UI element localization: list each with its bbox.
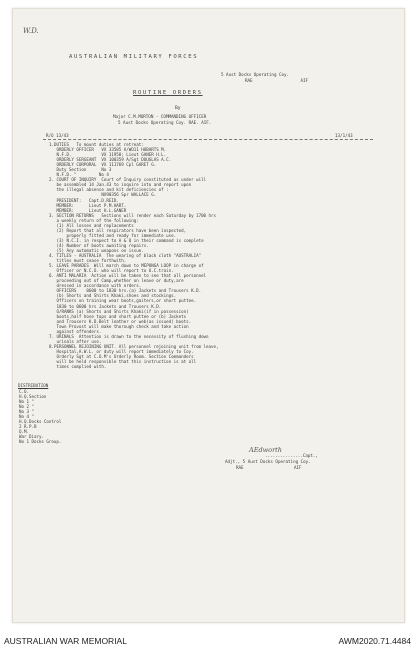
order-line: 6. ANTI MALARIA Action will be taken to see that all personnel	[49, 273, 207, 279]
order-line: boots,half hose tops and short puttee or (b) Jackets	[49, 313, 187, 319]
order-line: dressed in accordance with orders.	[49, 283, 142, 289]
order-line: 1.DUTIES To mount duties at retreat:	[49, 142, 144, 147]
order-line: Officer or N.C.O. who will report to O.C.train.	[49, 268, 174, 274]
order-line: and Trousers K.D.Belt leather or web(as issued) boots.	[49, 318, 192, 324]
order-line: 4. TITLES - AUSTRALIA The wearing of black cloth "AUSTRALIA"	[49, 253, 202, 259]
signature: AEdworth	[249, 446, 282, 454]
sign-block-line-2: Adjt., 5 Aust Docks Operating Coy.	[225, 459, 311, 464]
distribution-item: C.O.	[19, 389, 29, 394]
distribution-item: No 1 Docks Group.	[19, 439, 62, 445]
order-line: MEMBER: Lieut H.L.GANER	[49, 207, 127, 213]
order-line: NX90356 Spr WALLACE G.	[49, 192, 157, 198]
order-line: 2. COURT OF INQUIRY Court of Inquiry constituted as under will	[49, 177, 207, 183]
footer-bar	[0, 630, 417, 653]
order-line: properly fitted and ready for immediate use.	[49, 232, 177, 238]
order-line: Hospital,A.W.L. or duty will report immediately to Coy.	[49, 348, 194, 354]
order-line: a weekly return of the following:	[49, 217, 139, 223]
distribution-item: No 4 "	[19, 414, 34, 420]
distribution-item: No 3 "	[19, 409, 34, 415]
order-line: proceeding out of Camp,whether on leave or duty,are	[49, 278, 184, 284]
order-line: 8.PERSONNEL REJOINING UNIT. All personnel rejoining unit from leave,	[49, 343, 219, 349]
divider-line	[43, 139, 373, 140]
order-line: (4) Number of boots awaiting repairs.	[49, 242, 149, 248]
order-reference: R/O 13/43	[46, 133, 69, 138]
order-line: ORDERLY OFFICER VX 33585 A/WO11 HOBARTS M.	[49, 147, 167, 153]
order-date: 13/1/43	[335, 133, 353, 138]
order-line: 1830 to 0600 hrs Jackets and Trousers K.D.	[49, 303, 162, 309]
order-line: ORDERLY SERGEANT VX 100359 A/Sgt DOUGLAS A.C.	[49, 157, 172, 163]
order-line: (1) All losses and replacements	[49, 222, 134, 228]
order-line: OFFICERS 0600 to 1830 hrs.(a) Jackets and Trousers K.D.	[49, 288, 202, 294]
unit-line-1: 5 Aust Docks Operating Coy.	[221, 72, 290, 77]
document-page	[12, 8, 405, 623]
handwritten-initials: W.D.	[23, 27, 39, 35]
distribution-title: DISTRIBUTION	[18, 383, 49, 388]
by-label: By	[175, 106, 181, 111]
order-line: ORDERLY CORPORAL VX 111769 Cpl GARET G.	[49, 162, 157, 168]
document-heading: AUSTRALIAN MILITARY FORCES	[69, 54, 199, 60]
order-line: (3) N.C.I. in respect to A & Q in their command is complete	[49, 237, 204, 243]
order-line: (2) Report that all respirators have been inspected,	[49, 227, 187, 233]
unit-line-2: RAE AIF	[245, 78, 309, 83]
distribution-item: No 2 "	[19, 404, 34, 410]
distribution-item: 2 R.P.B	[19, 424, 37, 430]
distribution-item: H.Q.Docks Control	[19, 419, 62, 425]
order-line: urinals after use.	[49, 338, 102, 344]
distribution-list	[19, 389, 61, 445]
order-line: Orderly Sgt at C.O.M's Orderly Room. Section Commanders	[49, 353, 194, 359]
order-line: against offenders.	[49, 328, 102, 334]
distribution-item: H.Q.Section	[19, 394, 47, 400]
distribution-item: Q.M.	[19, 429, 29, 435]
orders-body	[49, 142, 219, 369]
order-line: 5. LEAVE PARADES Will march down to MEPONGA LOOP in charge of	[49, 263, 204, 269]
footer-institution: AUSTRALIAN WAR MEMORIAL	[4, 636, 127, 646]
order-line: N.F.D. VX 11958; Lieut GANER H.L.	[49, 152, 167, 158]
distribution-item: No 1 "	[19, 399, 34, 405]
order-line: Town Provost will make thorough check and take action	[49, 323, 189, 329]
commander-line-1: Major C.M.MORTON - COMMANDING OFFICER	[113, 114, 207, 119]
order-line: (5) Any automatic weapons on issue.	[49, 247, 144, 253]
footer-accession: AWM2020.71.4484	[338, 636, 411, 646]
document-title: ROUTINE ORDERS	[133, 90, 203, 96]
order-line: Officers on training wear boots,gaiters,or short puttee.	[49, 298, 197, 304]
order-line: will be held responsible that this instruction is at all	[49, 359, 197, 365]
sign-block-line-1: ...............Capt.,	[265, 453, 318, 458]
order-line: Duty Section No 3	[49, 167, 112, 173]
order-line: MEMBER: Lieut P.M.HART.	[49, 202, 127, 208]
order-line: the illegal absence and kit deficiencies of :	[49, 187, 169, 193]
order-line: PRESIDENT: Capt.D.REID.	[49, 197, 119, 203]
sign-block-line-3: RAE AIF	[236, 465, 302, 470]
order-line: titles must cease forthwith.	[49, 258, 127, 264]
order-line: N.F.D. " No 4	[49, 172, 109, 178]
commander-line-2: 5 Aust Docks Operating Coy. RAE. AIF.	[118, 120, 212, 125]
order-line: times complied with.	[49, 364, 107, 370]
order-line: 3. SECTION RETURNS Sections will render each Saturday by 1700 hrs	[49, 212, 217, 218]
order-line: be assembled 14 Jan.43 to inquire into and report upon	[49, 182, 192, 188]
order-line: O/RANKS (a) Shorts and Shirts Khaki(if in possession)	[49, 308, 189, 314]
order-line: (b) Shorts and Shirts Khaki,shoes and stockings.	[49, 293, 177, 299]
order-line: 7. URINALS Attention is drawn to the necessity of flushing down	[49, 333, 209, 339]
distribution-item: War Diary.	[19, 434, 44, 440]
